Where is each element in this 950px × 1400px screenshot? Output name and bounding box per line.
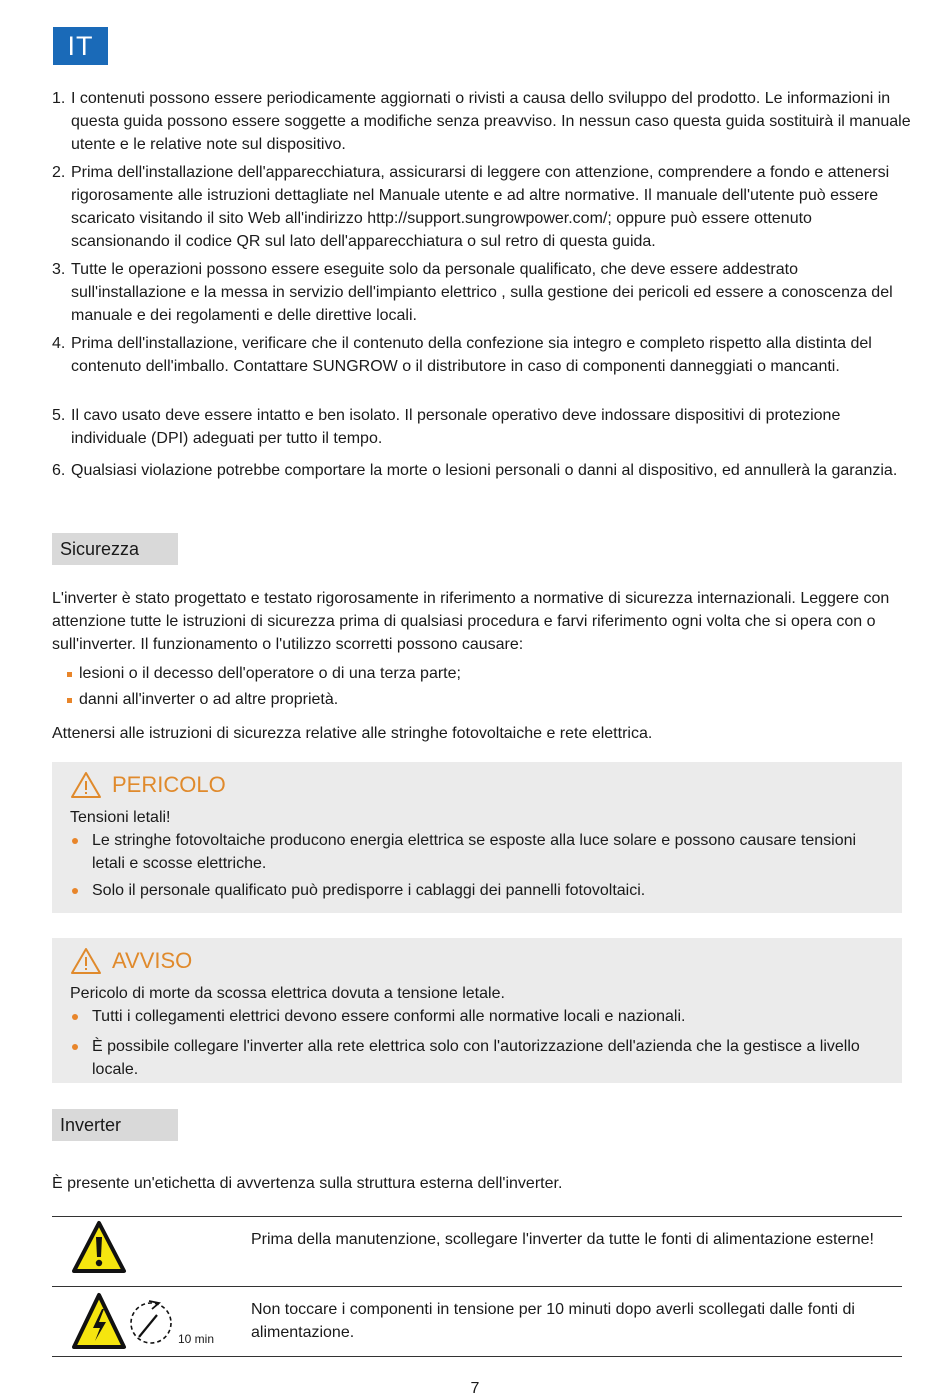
list-item-text: Prima dell'installazione, verificare che il contenuto della confezione sia integro e completo rispetto alla distinta del contenuto dell'imballo. Contattare SUNGROW o il distributore in caso di componenti danneggiati o mancanti.	[71, 335, 872, 375]
warning-box	[52, 938, 902, 1083]
list-item: danni all'inverter o ad altre proprietà.	[67, 688, 461, 714]
language-badge: IT	[53, 27, 108, 65]
dot-bullet-icon	[72, 888, 78, 894]
list-item: 3. Tutte le operazioni possono essere eseguite solo da personale qualificato, che deve essere addestrato sull'installazione e la messa in servizio dell'impianto elettrico , sulla gestione dei pericoli ed essere a conoscenza del manuale e dei regolamenti e delle direttive locali.	[52, 261, 893, 324]
danger-bullet-list	[70, 829, 884, 902]
list-item: 5. Il cavo usato deve essere intatto e ben isolato. Il personale operativo deve indossare dispositivi di protezione individuale (DPI) adeguati per tutto il tempo.	[52, 407, 841, 447]
timer-icon	[127, 1293, 177, 1349]
square-bullet-icon	[67, 698, 72, 703]
warning-triangle-icon	[70, 947, 102, 975]
list-item: Solo il personale qualificato può predisporre i cablaggi dei pannelli fotovoltaici.	[70, 879, 884, 902]
table-row	[52, 1216, 902, 1286]
list-item-text: Qualsiasi violazione potrebbe comportare la morte o lesioni personali o danni al dispositivo, ed annullerà la garanzia.	[71, 462, 898, 479]
list-item-text: Tutte le operazioni possono essere eseguite solo da personale qualificato, che deve essere addestrato sull'installazione e la messa in servizio dell'impianto elettrico , sulla gestione dei pericoli ed essere a conoscenza del manuale e dei regolamenti e delle direttive locali.	[71, 261, 893, 324]
list-item: Tutti i collegamenti elettrici devono essere conformi alle normative locali e nazionali.	[70, 1005, 884, 1028]
warning-triangle-icon	[70, 771, 102, 799]
warning-lead: Pericolo di morte da scossa elettrica dovuta a tensione letale.	[70, 985, 505, 1002]
list-item: 4. Prima dell'installazione, verificare che il contenuto della confezione sia integro e completo rispetto alla distinta del contenuto dell'imballo. Contattare SUNGROW o il distributore in caso di componenti danneggiati o mancanti.	[52, 335, 872, 375]
dot-bullet-icon	[72, 838, 78, 844]
high-voltage-icon	[71, 1291, 127, 1351]
safety-note: Attenersi alle istruzioni di sicurezza relative alle stringhe fotovoltaiche e rete elettrica.	[52, 725, 653, 742]
label-text: Non toccare i componenti in tensione per 10 minuti dopo averli scollegati dalle fonti di alimentazione.	[251, 1301, 855, 1341]
page-number: 7	[470, 1380, 480, 1397]
list-item: 6. Qualsiasi violazione potrebbe comportare la morte o lesioni personali o danni al dispositivo, ed annullerà la garanzia.	[52, 462, 898, 479]
safety-bullet-list	[67, 662, 461, 714]
dot-bullet-icon	[72, 1044, 78, 1050]
list-item-text: I contenuti possono essere periodicamente aggiornati o rivisti a causa dello sviluppo del prodotto. Le informazioni in questa guida possono essere soggette a modifiche senza preavviso. In nessun caso questa guida sostituirà il manuale utente e le relative note sul dispositivo.	[71, 90, 911, 153]
section-heading-safety: Sicurezza	[52, 533, 178, 565]
dot-bullet-icon	[72, 1014, 78, 1020]
symbol-cell	[52, 1287, 242, 1356]
list-item-text: Il cavo usato deve essere intatto e ben isolato. Il personale operativo deve indossare dispositivi di protezione individuale (DPI) adeguati per tutto il tempo.	[71, 407, 841, 447]
inverter-paragraph: È presente un'etichetta di avvertenza sulla struttura esterna dell'inverter.	[52, 1175, 563, 1192]
list-item: lesioni o il decesso dell'operatore o di una terza parte;	[67, 662, 461, 688]
intro-numbered-list	[52, 87, 912, 505]
list-item: Le stringhe fotovoltaiche producono energia elettrica se esposte alla luce solare e possono causare tensioni letali e scosse elettriche.	[70, 829, 884, 875]
symbol-cell	[52, 1217, 242, 1286]
danger-lead: Tensioni letali!	[70, 809, 171, 826]
list-item: È possibile collegare l'inverter alla rete elettrica solo con l'autorizzazione dell'azienda che la gestisce a livello locale.	[70, 1035, 884, 1081]
general-warning-icon	[71, 1220, 127, 1274]
label-text: Prima della manutenzione, scollegare l'inverter da tutte le fonti di alimentazione esterne!	[251, 1231, 874, 1248]
danger-title: PERICOLO	[70, 772, 884, 798]
table-row	[52, 1286, 902, 1357]
list-item: 1. I contenuti possono essere periodicamente aggiornati o rivisti a causa dello sviluppo del prodotto. Le informazioni in questa guida possono essere soggette a modifiche senza preavviso. In nessun caso questa guida sostituirà il manuale utente e le relative note sul dispositivo.	[52, 90, 911, 153]
danger-box	[52, 762, 902, 913]
list-item-text: Prima dell'installazione dell'apparecchiatura, assicurarsi di leggere con attenzione, comprendere a fondo e attenersi rigorosamente alle istruzioni dettagliate nel Manuale utente e ad altre normative. Il manuale dell'utente può essere scaricato visitando il sito Web all'indirizzo http://support.sungrowpower.com/; oppure può essere ottenuto scansionando il codice QR sul lato dell'apparecchiatura o sul retro di questa guida.	[71, 164, 890, 250]
timer-label: 10 min	[178, 1332, 215, 1346]
square-bullet-icon	[67, 672, 72, 677]
warning-label-table	[52, 1216, 902, 1357]
warning-bullet-list	[70, 1005, 884, 1081]
section-heading-inverter: Inverter	[52, 1109, 178, 1141]
warning-title: AVVISO	[70, 948, 884, 974]
safety-paragraph: L'inverter è stato progettato e testato rigorosamente in riferimento a normative di sicurezza internazionali. Leggere con attenzione tutte le istruzioni di sicurezza prima di qualsiasi procedura e farvi riferimento ogni volta che si opera con o sull'inverter. Il funzionamento o l'utilizzo scorretti possono causare:	[52, 590, 890, 653]
list-item: 2. Prima dell'installazione dell'apparecchiatura, assicurarsi di leggere con attenzione, comprendere a fondo e attenersi rigorosamente alle istruzioni dettagliate nel Manuale utente e ad altre normative. Il manuale dell'utente può essere scaricato visitando il sito Web all'indirizzo http://support.sungrowpower.com/; oppure può essere ottenuto scansionando il codice QR sul lato dell'apparecchiatura o sul retro di questa guida.	[52, 164, 890, 250]
